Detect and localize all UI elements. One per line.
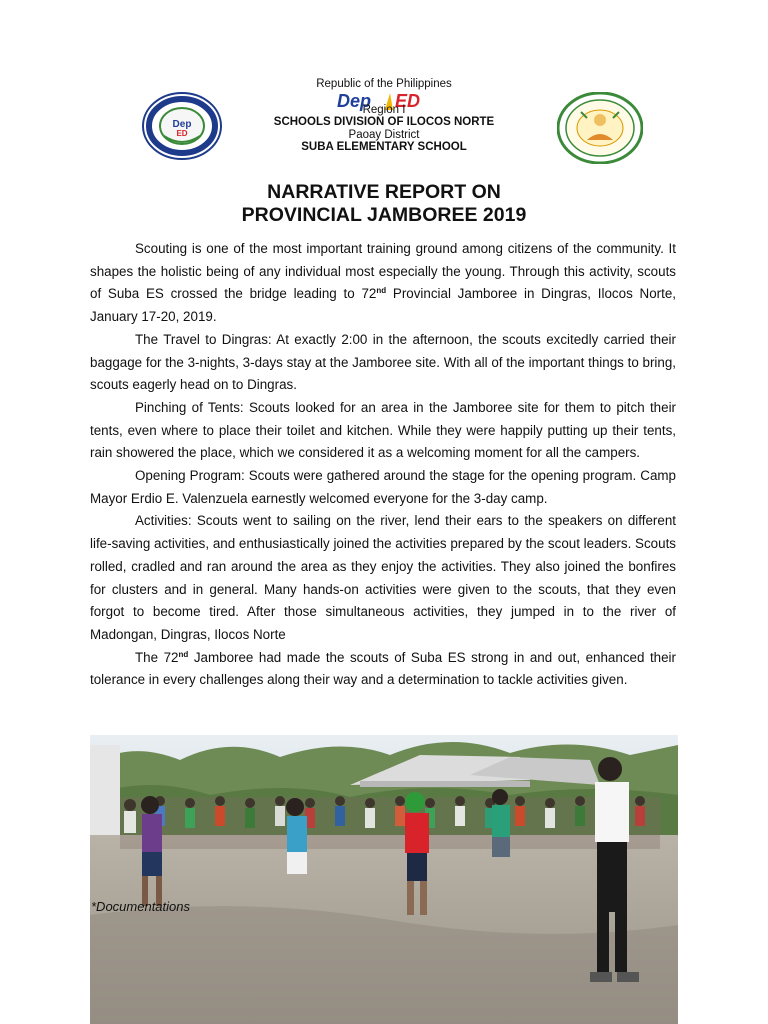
school-seal-logo (142, 92, 222, 160)
division-line: SCHOOLS DIVISION OF ILOCOS NORTE (273, 116, 495, 128)
report-title-line1: NARRATIVE REPORT ON (267, 181, 501, 203)
paragraph-travel: The Travel to Dingras: At exactly 2:00 in the afternoon, the scouts excitedly carried their baggage for the 3-nights, 3-days stay at the Jamboree site. With all of the important things to bring, scouts eagerly head on to Dingras. (90, 331, 676, 393)
paragraph-intro: Scouting is one of the most important training ground among citizens of the community. It shapes the holistic being of any individual most especially the young. Through this activity, scouts of Suba ES crossed the bridge leading to 72nd Provincial Jamboree in Dingras, Ilocos Norte, January 17-20, 2019. (90, 241, 676, 325)
paragraph-activities: Activities: Scouts went to sailing on the river, lend their ears to the speakers on different life-saving activities, and enthusiastically joined the activities prepared by the scout leaders. Scouts rolled, cradled and ran around the area as they enjoy the activities. They also joined the bonfires for clusters and in general. Many hands-on activities were given to the scouts, that they even forgot to become tired. After those simultaneous activities, they jumped in to the river of Madongan, Dingras, Ilocos Norte (90, 513, 676, 642)
jamboree-documentation-photo (90, 735, 678, 1024)
paragraph-tents: Pinching of Tents: Scouts looked for an area in the Jamboree site for them to pitch their tents, even where to place their toilet and kitchen. While they were happily putting up their tents, rain showered the place, which we considered it as a welcoming moment for all the campers. (90, 399, 676, 461)
paragraph-opening-program: Opening Program: Scouts were gathered around the stage for the opening program. Camp Mayor Erdio E. Valenzuela earnestly welcomed everyone for the 3-day camp. (90, 468, 676, 506)
report-title-line2: PROVINCIAL JAMBOREE 2019 (241, 204, 527, 226)
svg-text:ED: ED (395, 91, 421, 111)
deped-division-seal-logo (557, 92, 643, 164)
district-line: Paoay District (348, 129, 420, 141)
photo-caption: *Documentations (91, 899, 190, 914)
svg-text:Dep: Dep (172, 119, 192, 130)
report-body (90, 238, 676, 692)
region-line: Region I (362, 104, 406, 116)
svg-text:ED: ED (176, 129, 188, 138)
republic-line: Republic of the Philippines (316, 78, 452, 90)
paragraph-conclusion: The 72nd Jamboree had made the scouts of Suba ES strong in and out, enhanced their tolerance in every challenges along their way and a determination to tackle activities given. (90, 649, 676, 688)
svg-text:Dep: Dep (337, 91, 372, 111)
school-line: SUBA ELEMENTARY SCHOOL (301, 141, 467, 153)
